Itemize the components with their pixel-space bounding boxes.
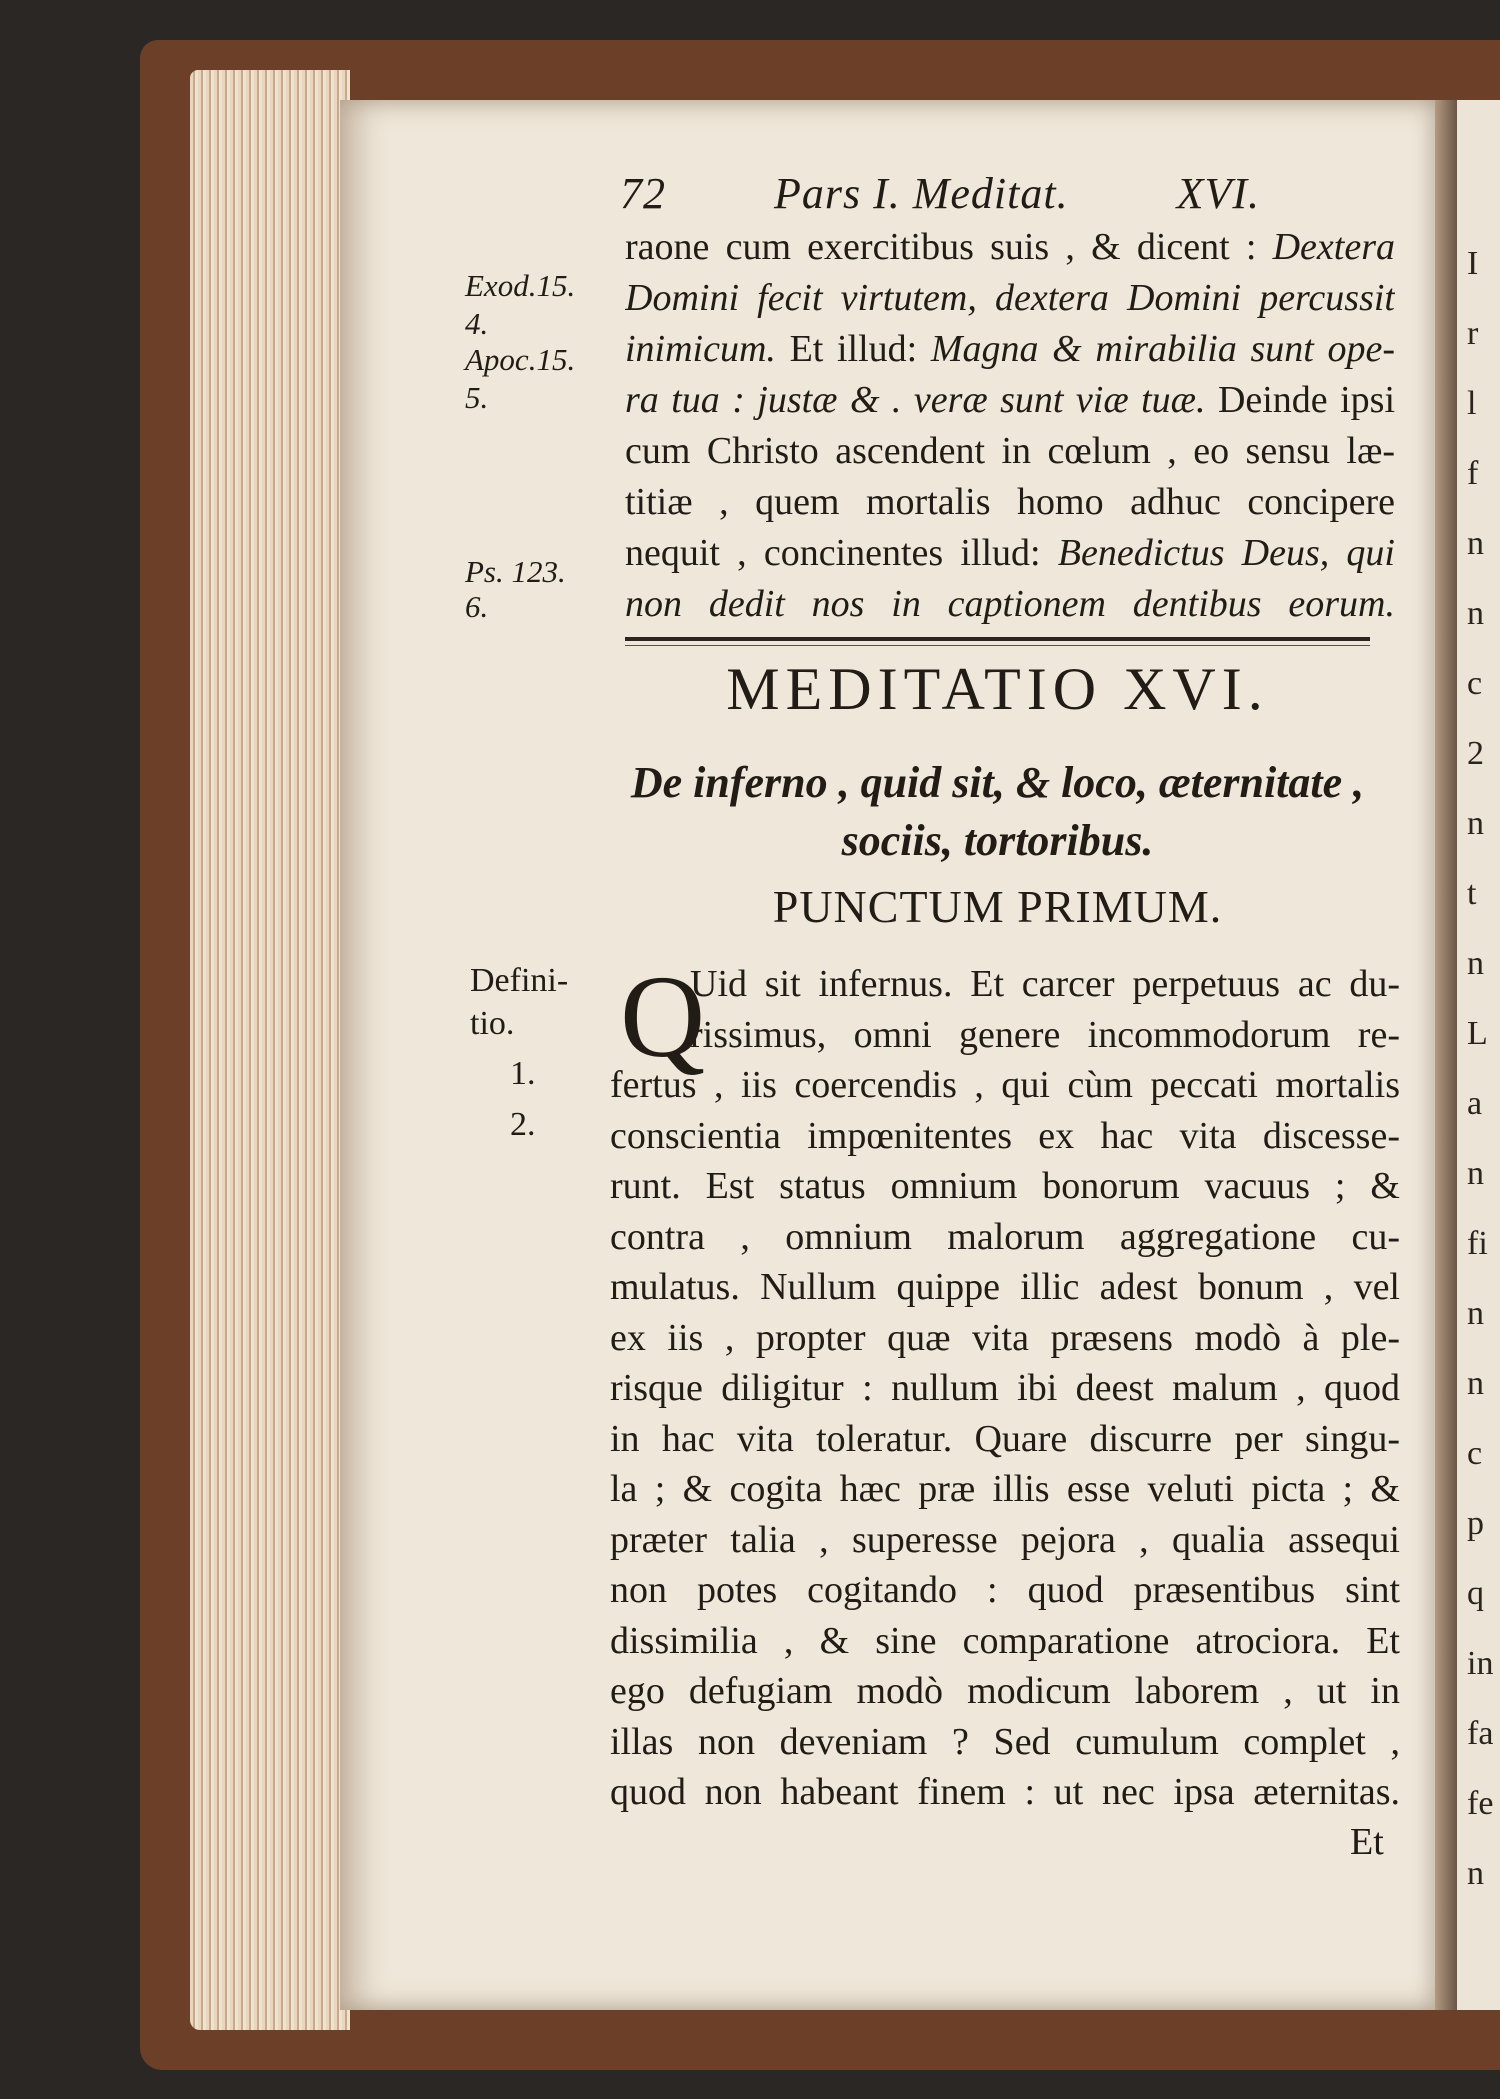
text-line bbox=[625, 276, 1395, 320]
page-number: 72 bbox=[620, 169, 666, 218]
body-text-line: mulatus. Nullum quippe illic adest bonum , vel bbox=[610, 1266, 1400, 1308]
margin-reference: Apoc.15. bbox=[465, 341, 576, 377]
meditation-subtitle-line-1: De inferno , quid sit, & loco, æternitate , bbox=[630, 758, 1365, 807]
running-header bbox=[620, 168, 1260, 219]
body-text-line: fertus , iis coercendis , qui cùm peccati mortalis bbox=[610, 1064, 1400, 1106]
facing-page-letters: r bbox=[1467, 315, 1479, 352]
facing-page-letters: a bbox=[1467, 1085, 1483, 1122]
margin-note-definition: 2. bbox=[510, 1105, 536, 1143]
facing-page-letters: L bbox=[1467, 1015, 1488, 1052]
page-edges bbox=[190, 70, 350, 2030]
facing-page-letters: n bbox=[1467, 1365, 1484, 1402]
facing-page-letters: f bbox=[1467, 455, 1479, 492]
body-text-line: illas non deveniam ? Sed cumulum complet , bbox=[610, 1720, 1400, 1763]
meditation-title: MEDITATIO XVI. bbox=[726, 656, 1269, 722]
facing-page-letters: 2 bbox=[1467, 735, 1484, 772]
facing-page-fragment bbox=[1457, 100, 1500, 2010]
margin-note-definition: Defini- bbox=[470, 962, 569, 999]
margin-reference: 6. bbox=[465, 589, 489, 625]
punctum-heading: PUNCTUM PRIMUM. bbox=[772, 881, 1223, 932]
body-text-line: contra , omnium malorum aggregatione cu- bbox=[610, 1215, 1400, 1258]
text-line bbox=[625, 378, 1395, 422]
body-text-line: in hac vita toleratur. Quare discurre per singu- bbox=[610, 1417, 1400, 1460]
margin-reference: 4. bbox=[465, 306, 489, 342]
facing-page-letters: p bbox=[1467, 1505, 1484, 1542]
section-rule bbox=[625, 637, 1370, 641]
catchword: Et bbox=[1350, 1821, 1384, 1863]
margin-reference: Exod.15. bbox=[465, 268, 576, 303]
facing-page-letters: n bbox=[1467, 1155, 1484, 1192]
text-segment: Domini fecit virtutem, dextera Domini percussit bbox=[625, 277, 1395, 319]
body-text-line: ex iis , propter quæ vita præsens modò à ple- bbox=[610, 1316, 1400, 1359]
facing-page-letters: c bbox=[1467, 665, 1483, 702]
margin-reference: Ps. 123. bbox=[465, 553, 566, 589]
text-segment: Benedictus Deus, qui bbox=[1057, 532, 1395, 574]
page-gutter bbox=[1435, 100, 1457, 2010]
facing-page-letters: in bbox=[1467, 1645, 1494, 1682]
text-segment: cum Christo ascendent in cœlum , eo sensu læ- bbox=[625, 430, 1395, 472]
body-text-line: Uid sit infernus. Et carcer perpetuus ac du- bbox=[690, 963, 1400, 1005]
facing-page-letters: n bbox=[1467, 945, 1484, 982]
facing-page-letters: l bbox=[1467, 385, 1477, 422]
body-text-line: la ; & cogita hæc præ illis esse veluti picta ; & bbox=[610, 1468, 1400, 1510]
text-segment: titiæ , quem mortalis homo adhuc concipere bbox=[625, 481, 1395, 523]
body-text-line: dissimilia , & sine comparatione atrociora. Et bbox=[610, 1619, 1400, 1662]
facing-page-letters: I bbox=[1467, 245, 1479, 282]
body-text-line: rissimus, omni genere incommodorum re- bbox=[690, 1013, 1400, 1056]
body-text-line: runt. Est status omnium bonorum vacuus ; & bbox=[610, 1165, 1400, 1207]
facing-page-letters: c bbox=[1467, 1435, 1483, 1472]
margin-note-definition: 1. bbox=[510, 1055, 536, 1093]
facing-page-letters: fi bbox=[1467, 1225, 1488, 1262]
facing-page-letters: n bbox=[1467, 525, 1484, 562]
facing-page-letters: fa bbox=[1467, 1715, 1494, 1752]
text-segment: raone cum exercitibus suis , & dicent : bbox=[625, 226, 1273, 268]
facing-page-letters: q bbox=[1467, 1575, 1484, 1612]
meditation-subtitle-line-2: sociis, tortoribus. bbox=[841, 816, 1154, 865]
text-line bbox=[625, 582, 1395, 626]
text-line bbox=[625, 480, 1395, 524]
running-title: Pars I. Meditat. bbox=[773, 169, 1069, 218]
body-text-line: risque diligitur : nullum ibi deest malum , quod bbox=[610, 1367, 1400, 1409]
facing-page-letters: n bbox=[1467, 805, 1484, 842]
facing-page-letters: t bbox=[1467, 875, 1477, 912]
text-segment: Magna & mirabilia sunt ope- bbox=[930, 328, 1395, 370]
meditation-number: XVI. bbox=[1176, 169, 1260, 218]
facing-page-letters: n bbox=[1467, 595, 1484, 632]
text-segment: nequit , concinentes illud: bbox=[625, 532, 1058, 574]
text-segment: non dedit nos in captionem dentibus eorum. bbox=[625, 583, 1395, 625]
body-text-line: conscientia impœnitentes ex hac vita discesse- bbox=[610, 1114, 1400, 1157]
text-segment: Et illud: bbox=[775, 328, 931, 370]
body-text-line: præter talia , superesse pejora , qualia assequi bbox=[610, 1518, 1400, 1561]
margin-reference: 5. bbox=[465, 380, 489, 416]
text-line bbox=[625, 429, 1395, 473]
text-segment: inimicum. bbox=[625, 328, 776, 370]
text-line bbox=[625, 225, 1395, 269]
text-line bbox=[625, 531, 1395, 575]
facing-page-letters: fe bbox=[1467, 1785, 1494, 1822]
section-rule-thin bbox=[625, 645, 1370, 646]
body-text-line: ego defugiam modò modicum laborem , ut in bbox=[610, 1670, 1400, 1712]
facing-page-letters: n bbox=[1467, 1295, 1484, 1332]
text-line bbox=[625, 327, 1395, 371]
body-text-line: quod non habeant finem : ut nec ipsa æternitas. bbox=[610, 1771, 1400, 1813]
margin-note-definition: tio. bbox=[470, 1004, 515, 1042]
text-segment: ra tua : justæ & . veræ sunt viæ tuæ. bbox=[625, 379, 1206, 421]
drop-capital: Q bbox=[620, 951, 706, 1082]
facing-page-letters: n bbox=[1467, 1855, 1484, 1892]
text-segment: Deinde ipsi bbox=[1205, 379, 1395, 421]
text-segment: Dextera bbox=[1272, 226, 1395, 268]
body-text-line: non potes cogitando : quod præsentibus sint bbox=[610, 1569, 1400, 1611]
